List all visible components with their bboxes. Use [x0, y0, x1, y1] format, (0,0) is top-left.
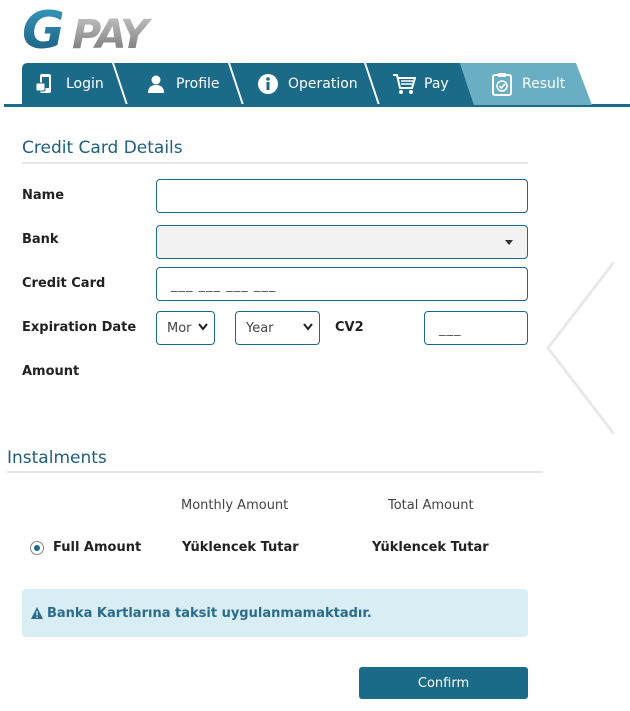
tab-login-label: Login [66, 76, 104, 92]
bank-select[interactable] [156, 225, 528, 259]
monthly-amount-value: Yüklencek Tutar [182, 540, 299, 555]
user-icon [144, 72, 168, 96]
warning-icon [30, 606, 44, 620]
title-divider [22, 162, 528, 164]
credit-card-label: Credit Card [22, 276, 106, 291]
name-label: Name [22, 188, 65, 203]
amount-label: Amount [22, 364, 80, 379]
year-value: Year [246, 321, 274, 336]
confirm-button[interactable]: Confirm [359, 667, 528, 699]
decorative-chevron-shape [544, 262, 614, 434]
name-input[interactable] [156, 179, 528, 213]
cv2-label: CV2 [335, 320, 364, 335]
clipboard-check-icon [490, 72, 514, 96]
caret-down-icon [505, 240, 513, 245]
monthly-amount-header: Monthly Amount [181, 498, 289, 513]
total-amount-value: Yüklencek Tutar [372, 540, 489, 555]
tab-pay-label: Pay [424, 76, 449, 92]
total-amount-header: Total Amount [388, 498, 474, 513]
credit-card-input[interactable] [156, 267, 528, 301]
tab-operation[interactable] [228, 63, 378, 105]
instalments-title: Instalments [7, 448, 107, 468]
info-icon [256, 72, 280, 96]
tab-result-label: Result [522, 76, 566, 92]
expiration-date-label: Expiration Date [22, 320, 137, 335]
tab-result[interactable] [458, 63, 592, 105]
bank-label: Bank [22, 232, 59, 247]
month-select[interactable] [156, 311, 215, 345]
credit-card-details-title: Credit Card Details [22, 138, 183, 158]
installment-info-alert [22, 589, 528, 637]
logo-pay: PAY [72, 12, 147, 56]
tab-operation-label: Operation [288, 76, 358, 92]
radio-selected-dot [34, 545, 40, 551]
month-value: Mor [167, 321, 192, 336]
step-tabs [4, 62, 630, 108]
cv2-input[interactable] [424, 311, 528, 345]
chevron-down-icon [303, 321, 313, 334]
credit-card-mask: ___ ___ ___ ___ [171, 278, 277, 293]
phone-card-icon [34, 72, 58, 96]
tab-login[interactable] [22, 63, 126, 105]
tab-profile[interactable] [112, 63, 242, 105]
instalments-divider [7, 471, 543, 473]
cv2-mask: ___ [439, 322, 462, 337]
logo-g: G [22, 2, 65, 56]
year-select[interactable] [235, 311, 320, 345]
cart-icon [392, 72, 416, 96]
alert-text: Banka Kartlarına taksit uygulanmamaktadır. [47, 605, 372, 621]
tab-profile-label: Profile [176, 76, 220, 92]
full-amount-label: Full Amount [53, 540, 142, 555]
chevron-down-icon [198, 321, 208, 334]
full-amount-radio[interactable] [30, 541, 44, 555]
gpay-logo [22, 2, 192, 56]
